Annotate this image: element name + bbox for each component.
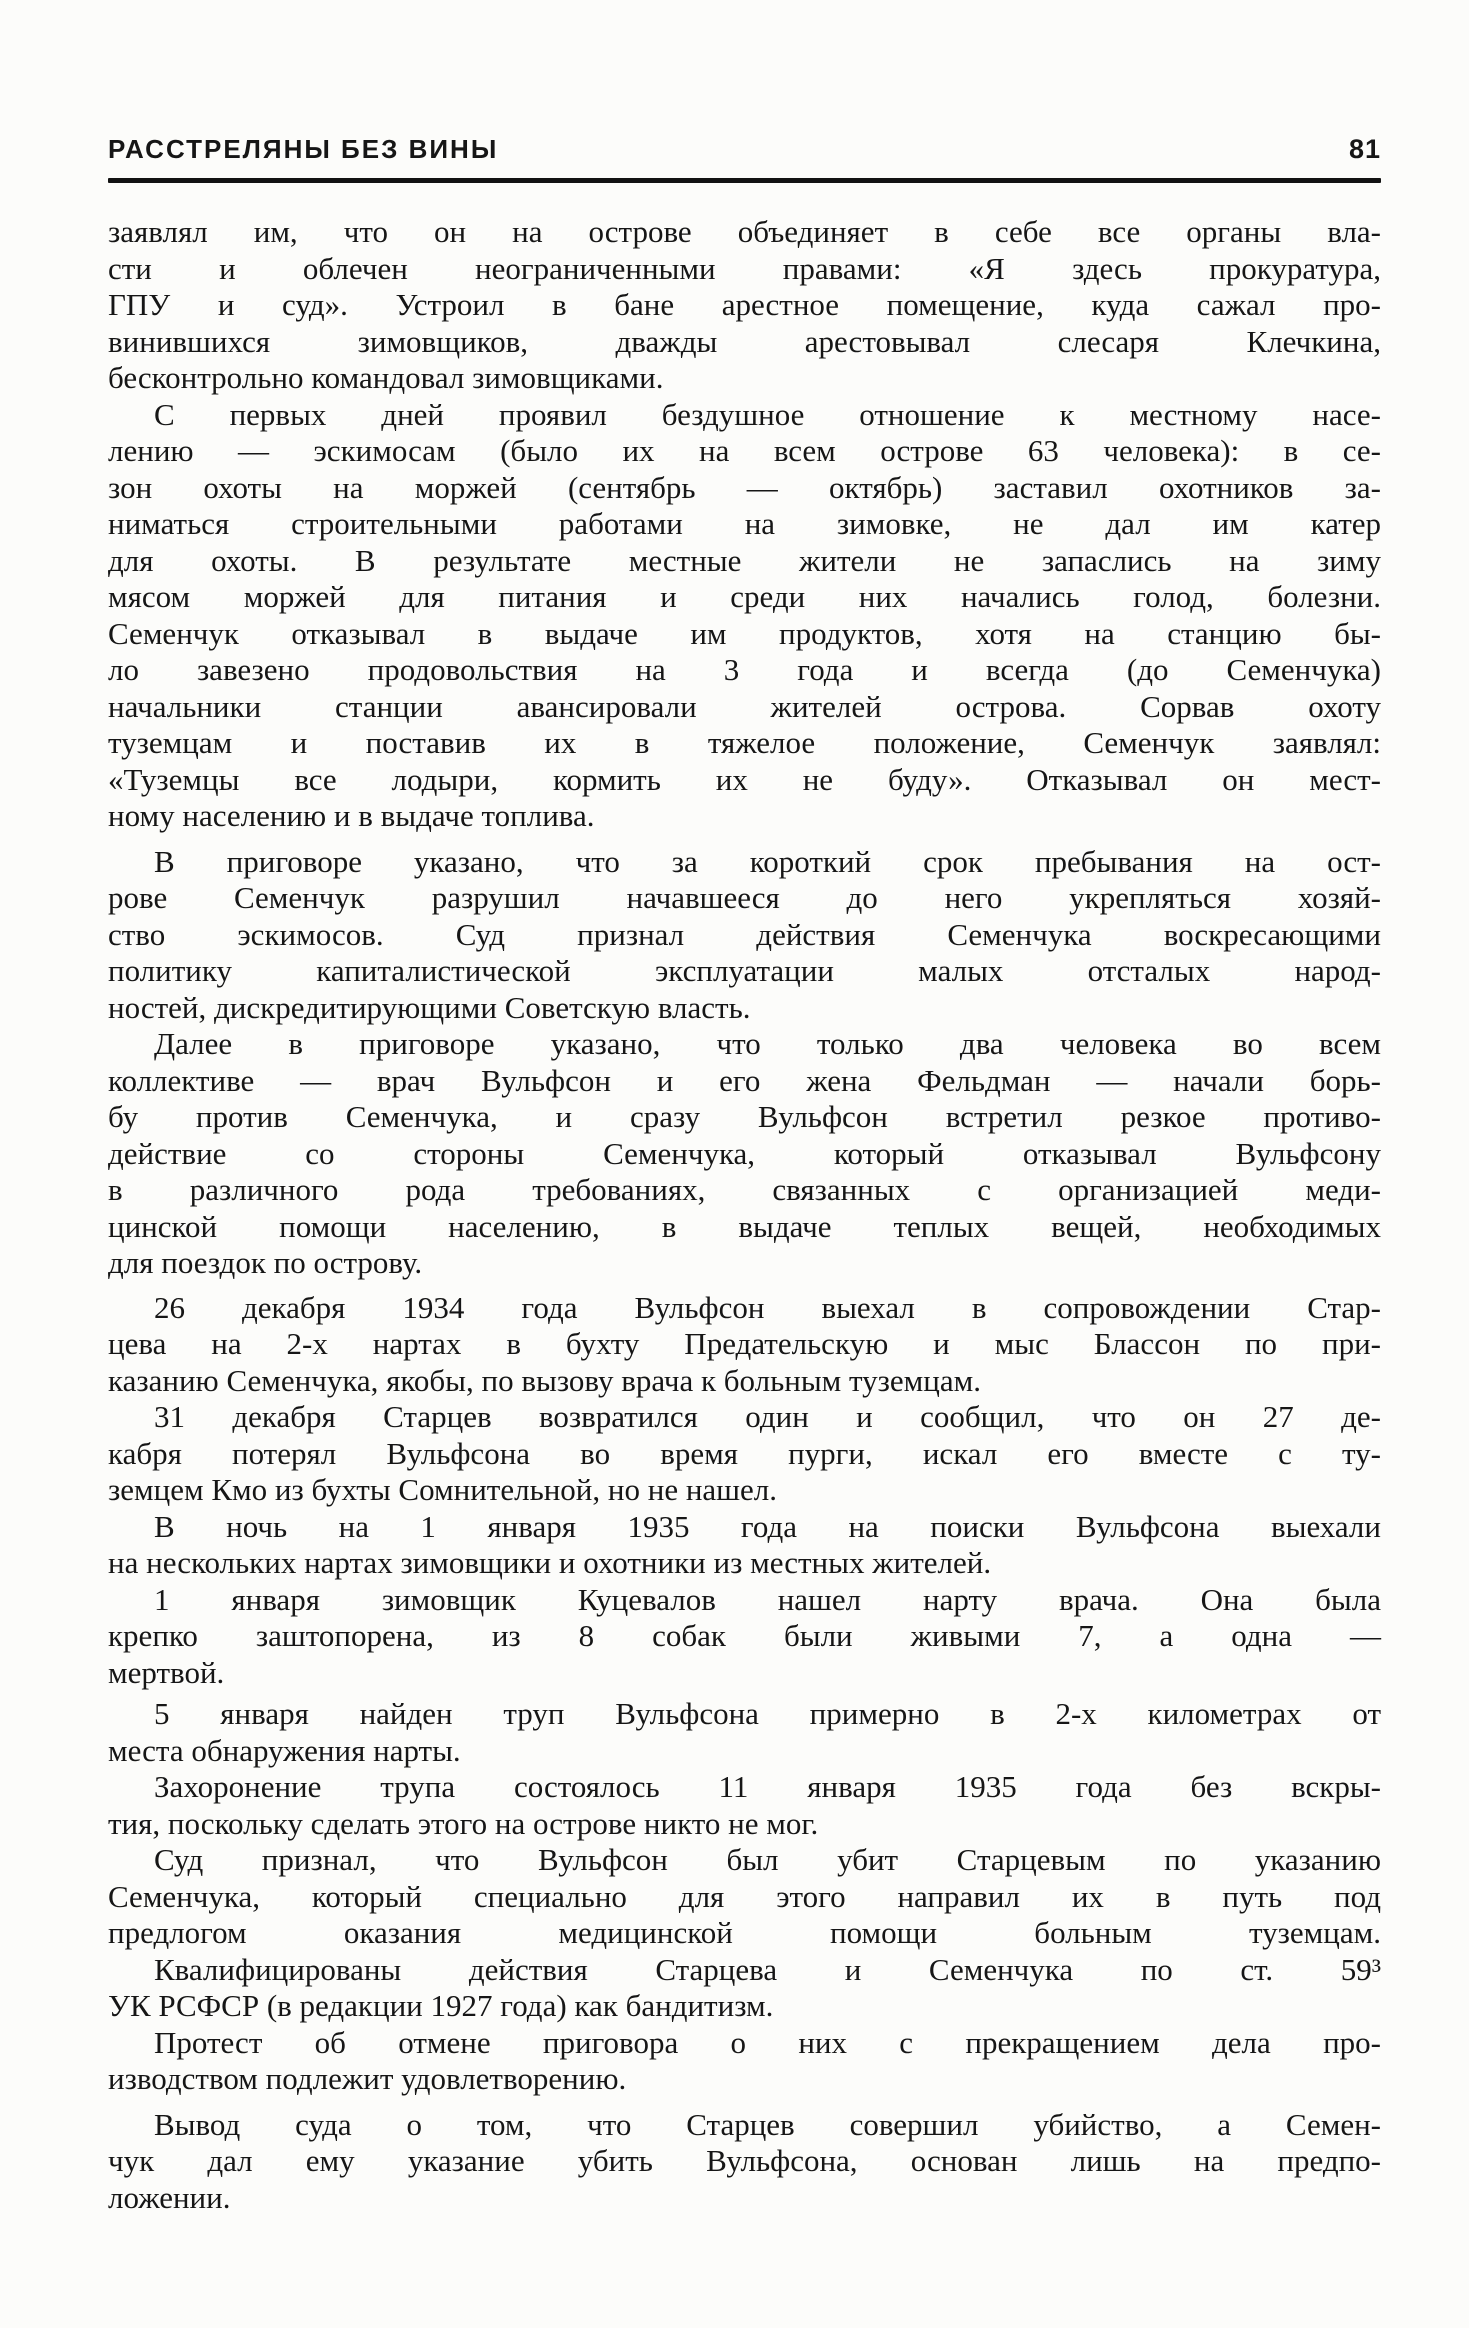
text-line: бу против Семенчука, и сразу Вульфсон встретил резкое противо-: [108, 1099, 1381, 1134]
paragraph: [108, 1290, 1381, 1400]
text-line: В ночь на 1 января 1935 года на поиски Вульфсона выехали: [154, 1508, 1381, 1544]
text-line: коллективе — врач Вульфсон и его жена Фельдман — начали борь-: [108, 1062, 1381, 1098]
text-line: рове Семенчук разрушил начавшееся до него укрепляться хозяй-: [108, 880, 1381, 915]
text-line: «Туземцы все лодыри, кормить их не буду». Отказывал он мест-: [108, 761, 1381, 797]
text-line: Протест об отмене приговора о них с прекращением дела про-: [154, 2024, 1381, 2060]
paragraph: [108, 1696, 1381, 1769]
text-line: на нескольких нартах зимовщики и охотники из местных жителей.: [108, 1545, 992, 1580]
text-line: Вывод суда о том, что Старцев совершил убийство, а Семен-: [154, 2106, 1381, 2142]
paragraph: [108, 214, 1381, 397]
text-line: лению — эскимосам (было их на всем острове 63 человека): в се-: [108, 433, 1381, 468]
paragraph: [108, 844, 1381, 1027]
text-line: туземцам и поставив их в тяжелое положение, Семенчук заявлял:: [108, 725, 1381, 760]
body-text: [108, 214, 1381, 2216]
paragraph: [108, 2025, 1381, 2098]
paragraph: [108, 1026, 1381, 1282]
running-header: [108, 134, 1381, 165]
text-line: в различного рода требованиях, связанных с организацией меди-: [108, 1172, 1381, 1207]
text-line: кабря потерял Вульфсона во время пурги, искал его вместе с ту-: [108, 1435, 1381, 1471]
text-line: мясом моржей для питания и среди них начались голод, болезни.: [108, 579, 1381, 614]
text-line: начальники станции авансировали жителей острова. Сорвав охоту: [108, 688, 1381, 724]
paragraph: [108, 1842, 1381, 1952]
text-line: 1 января зимовщик Куцевалов нашел нарту врача. Она была: [154, 1581, 1381, 1617]
text-line: предлогом оказания медицинской помощи больным туземцам.: [108, 1915, 1381, 1950]
paragraph: [108, 1582, 1381, 1692]
text-line: тия, поскольку сделать этого на острове никто не мог.: [108, 1805, 819, 1841]
text-line: ному населению и в выдаче топлива.: [108, 798, 595, 833]
text-line: ГПУ и суд». Устроил в бане арестное помещение, куда сажал про-: [108, 287, 1381, 322]
chapter-title: РАССТРЕЛЯНЫ БЕЗ ВИНЫ: [108, 134, 499, 164]
paragraph: [108, 1509, 1381, 1582]
text-line: Захоронение трупа состоялось 11 января 1935 года без вскры-: [154, 1769, 1381, 1804]
paragraph: [108, 1769, 1381, 1842]
text-line: для поездок по острову.: [108, 1245, 423, 1280]
text-line: места обнаружения нарты.: [108, 1732, 461, 1768]
text-line: ло завезено продовольствия на 3 года и всегда (до Семенчука): [108, 652, 1381, 687]
paragraph: [108, 1952, 1381, 2025]
text-line: зон охоты на моржей (сентябрь — октябрь) заставил охотников за-: [108, 469, 1381, 505]
header-rule: [108, 178, 1381, 183]
text-line: Далее в приговоре указано, что только два человека во всем: [154, 1026, 1381, 1061]
text-line: Семенчук отказывал в выдаче им продуктов, хотя на станцию бы-: [108, 615, 1381, 651]
text-line: для охоты. В результате местные жители не запаслись на зиму: [108, 542, 1381, 578]
text-line: ство эскимосов. Суд признал действия Семенчука воскресающими: [108, 916, 1381, 952]
text-line: цева на 2-х нартах в бухту Предательскую и мыс Блассон по при-: [108, 1326, 1381, 1361]
text-line: бесконтрольно командовал зимовщиками.: [108, 360, 664, 395]
paragraph: [108, 2107, 1381, 2217]
text-line: казанию Семенчука, якобы, по вызову врача к больным туземцам.: [108, 1362, 982, 1398]
text-line: сти и облечен неограниченными правами: «Я здесь прокуратура,: [108, 250, 1381, 286]
text-line: крепко заштопорена, из 8 собак были живыми 7, а одна —: [108, 1618, 1381, 1653]
text-line: УК РСФСР (в редакции 1927 года) как бандитизм.: [108, 1988, 774, 2023]
text-line: мертвой.: [108, 1654, 225, 1690]
text-line: чук дал ему указание убить Вульфсона, основан лишь на предпо-: [108, 2143, 1381, 2178]
text-line: изводством подлежит удовлетворению.: [108, 2061, 627, 2096]
paragraph: [108, 1399, 1381, 1509]
text-line: действие со стороны Семенчука, который отказывал Вульфсону: [108, 1135, 1381, 1171]
text-line: ложении.: [108, 2179, 231, 2215]
text-line: 31 декабря Старцев возвратился один и сообщил, что он 27 де-: [154, 1399, 1381, 1434]
text-line: Квалифицированы действия Старцева и Семенчука по ст. 59³: [154, 1951, 1381, 1987]
page-number: 81: [1348, 134, 1381, 164]
text-line: заявлял им, что он на острове объединяет в себе все органы вла-: [108, 214, 1381, 249]
text-line: 5 января найден труп Вульфсона примерно в 2-х километрах от: [154, 1696, 1381, 1731]
text-line: ниматься строительными работами на зимовке, не дал им катер: [108, 506, 1381, 541]
text-line: 26 декабря 1934 года Вульфсон выехал в сопровождении Стар-: [154, 1289, 1381, 1325]
text-line: Семенчука, который специально для этого направил их в путь под: [108, 1878, 1381, 1914]
text-line: С первых дней проявил бездушное отношение к местному насе-: [154, 396, 1381, 432]
text-line: Суд признал, что Вульфсон был убит Старцевым по указанию: [154, 1842, 1381, 1877]
text-line: цинской помощи населению, в выдаче теплых вещей, необходимых: [108, 1208, 1381, 1244]
text-line: винившихся зимовщиков, дважды арестовывал слесаря Клечкина,: [108, 323, 1381, 359]
text-line: ностей, дискредитирующими Советскую власть.: [108, 989, 751, 1025]
text-line: земцем Кмо из бухты Сомнительной, но не нашел.: [108, 1472, 778, 1507]
text-line: В приговоре указано, что за короткий срок пребывания на ост-: [154, 843, 1381, 879]
text-line: политику капиталистической эксплуатации малых отсталых народ-: [108, 953, 1381, 988]
paragraph: [108, 397, 1381, 835]
